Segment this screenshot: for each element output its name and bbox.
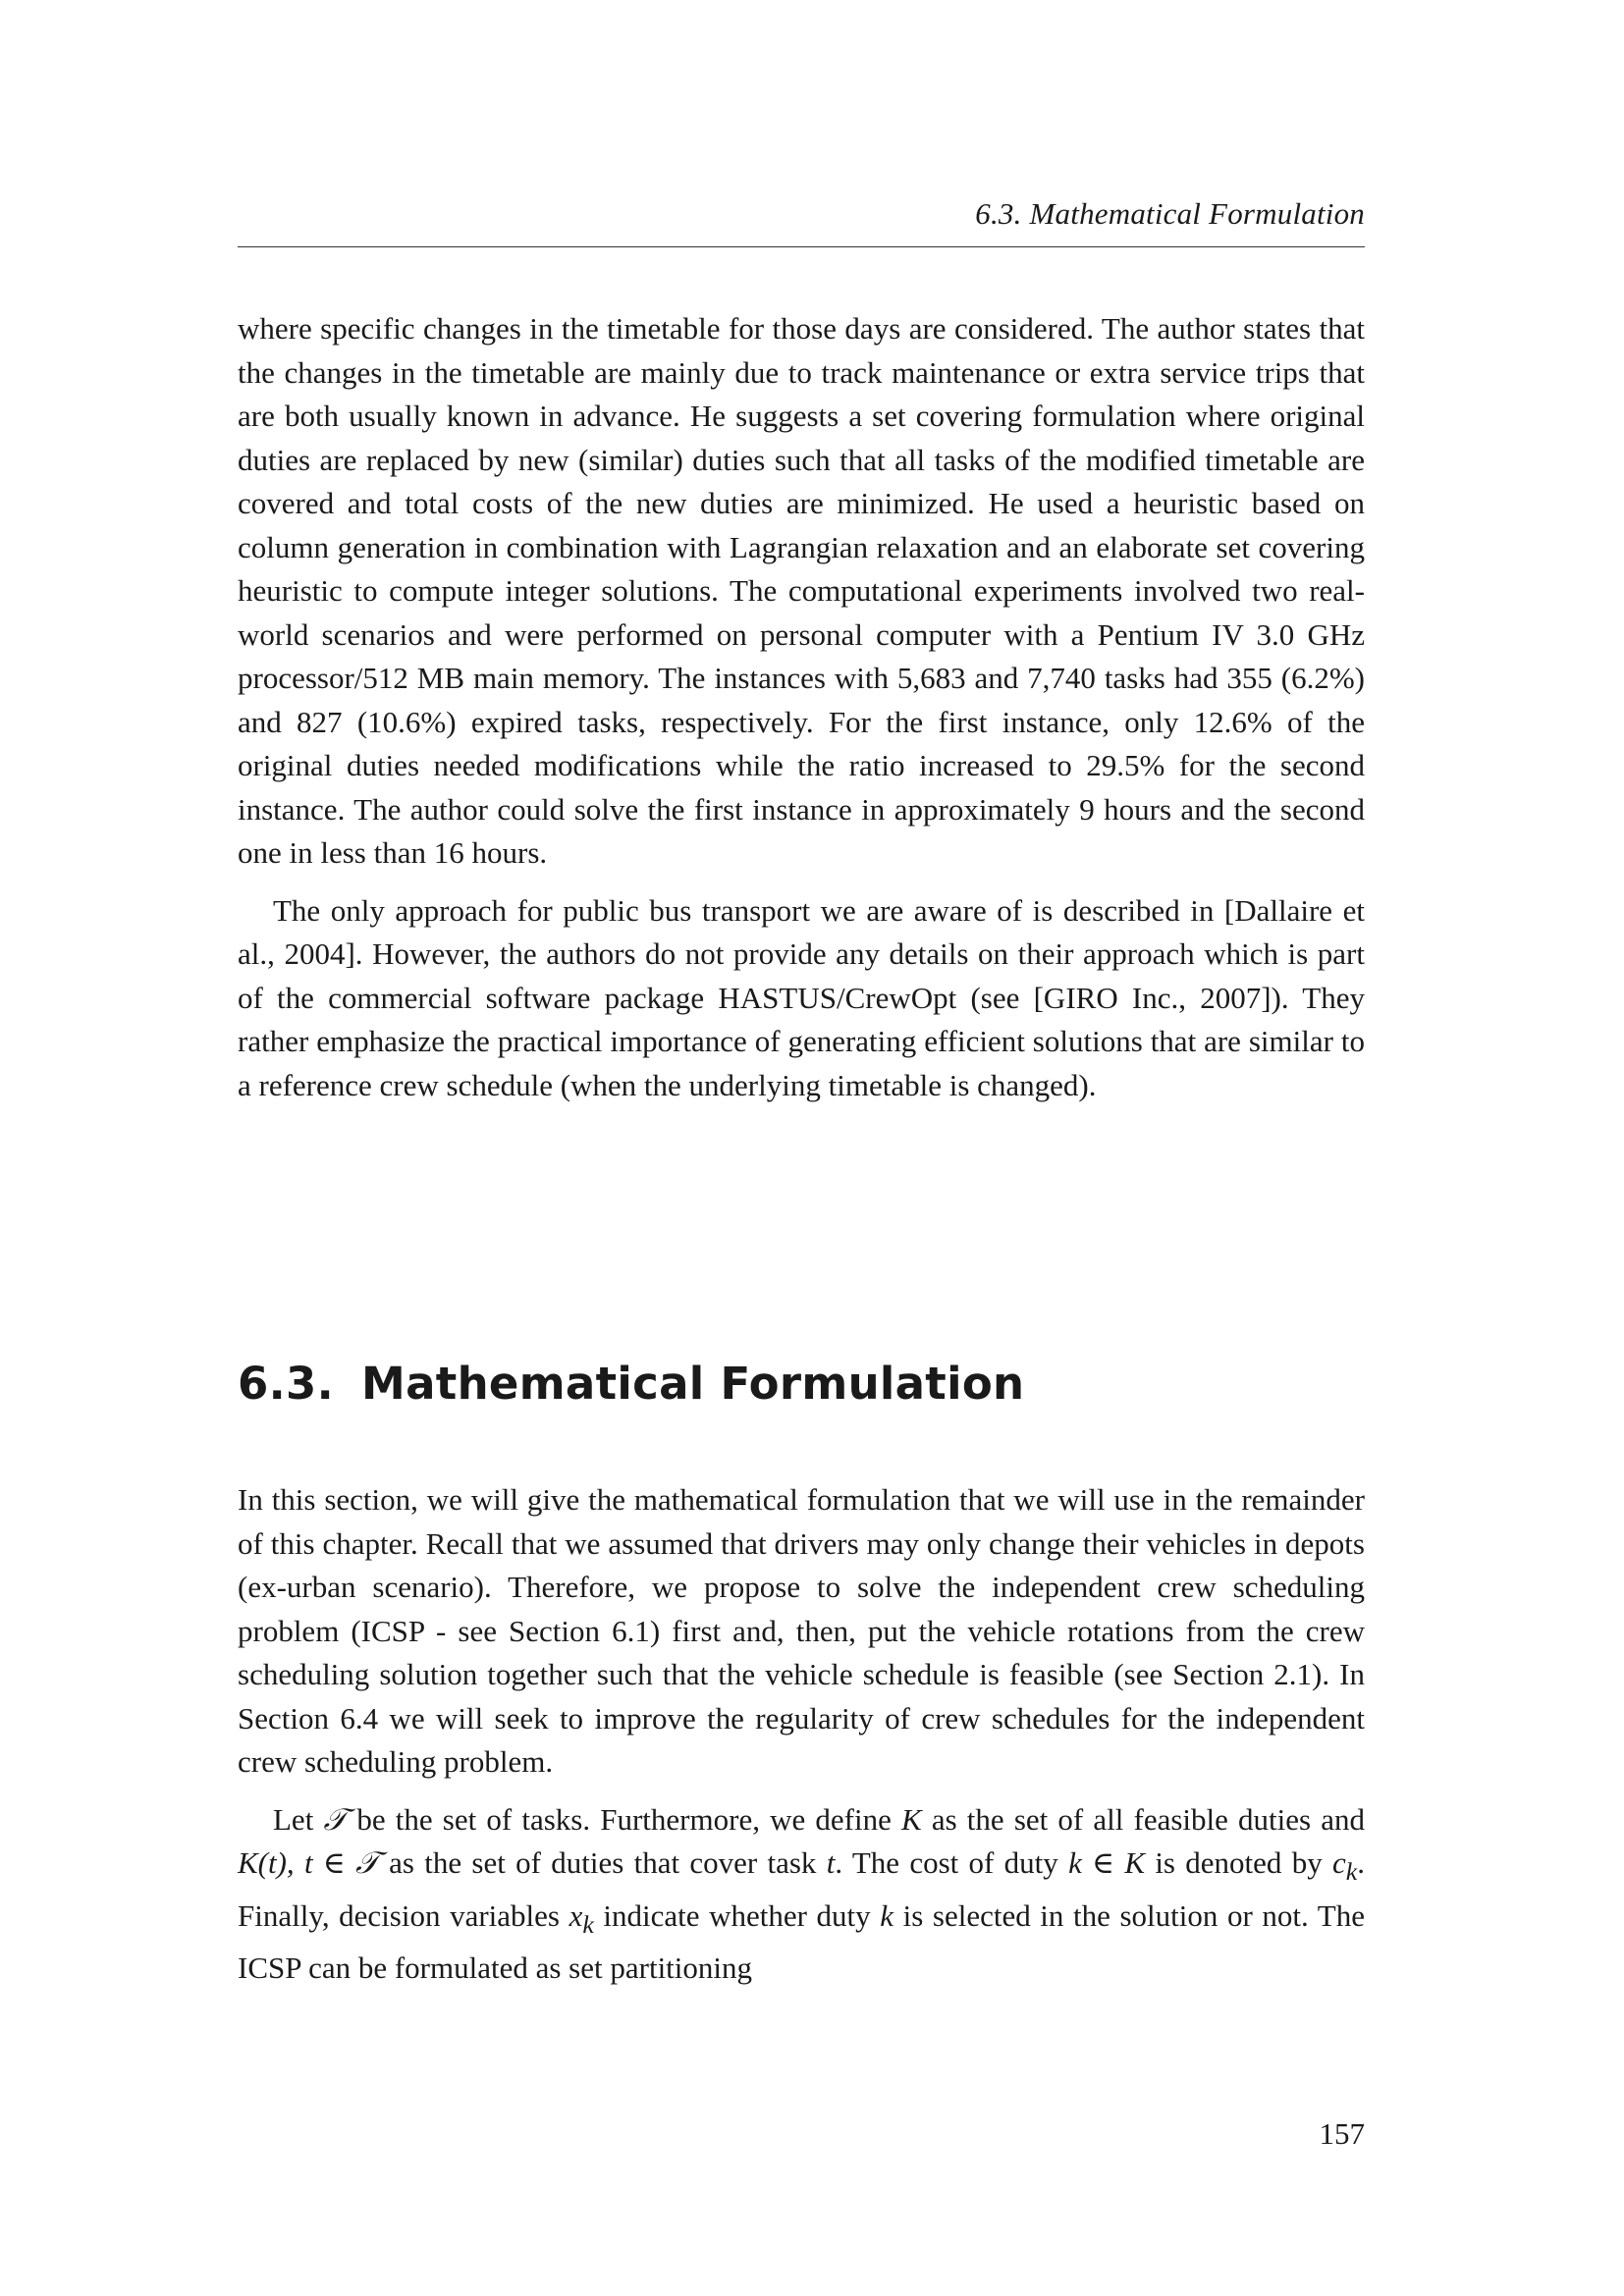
- paragraph-bus-transport: The only approach for public bus transport we are aware of is described in [Dallaire et al., 2004]. However, the authors do not provide any details on their approach which is part of the commercial software package HASTUS/CrewOpt (see [GIRO Inc., 2007]). They rather emphasize the practical importance of generating efficient solutions that are similar to a reference crew schedule (when the underlying timetable is changed).: [238, 892, 1365, 1102]
- section-title: Mathematical Formulation: [361, 1358, 1025, 1410]
- math-duty-k: k: [880, 1897, 894, 1933]
- math-duty-set: K: [901, 1801, 922, 1837]
- text-run: . Finally, decision variables: [238, 1845, 1365, 1933]
- math-variable-symbol: x: [568, 1897, 583, 1933]
- text-run: Let: [273, 1801, 324, 1837]
- math-cost-symbol: c: [1332, 1845, 1346, 1880]
- text-run: be the set of tasks. Furthermore, we define: [347, 1801, 901, 1837]
- running-header: 6.3. Mathematical Formulation: [975, 196, 1365, 231]
- section-heading: [238, 1355, 1365, 1414]
- header-rule: [238, 246, 1365, 247]
- math-decision-variable: [568, 1897, 594, 1939]
- text-run: is selected in the solution or not. The ICSP can be formulated as set partitioning: [238, 1897, 1365, 1986]
- text-run: as the set of all feasible duties and: [921, 1801, 1366, 1837]
- math-task-set: 𝒯: [323, 1801, 348, 1837]
- section-number: 6.3.: [238, 1358, 335, 1410]
- math-variable-subscript: k: [582, 1909, 594, 1939]
- math-duties-covering-task: K(t), t ∈ 𝒯: [238, 1845, 379, 1880]
- text-run: indicate whether duty: [593, 1897, 881, 1933]
- text-run: is denoted by: [1145, 1845, 1332, 1880]
- paragraph-definitions: [238, 1798, 1365, 1991]
- math-task-t: t: [826, 1845, 836, 1880]
- math-cost-subscript: k: [1345, 1857, 1358, 1887]
- text-run: as the set of duties that cover task: [378, 1845, 827, 1880]
- page-number: 157: [1319, 2116, 1365, 2151]
- text-run: . The cost of duty: [835, 1845, 1069, 1880]
- body-text-top: [238, 307, 1365, 1107]
- math-duty-in-set: k ∈ K: [1068, 1845, 1146, 1880]
- paragraph-continuation: where specific changes in the timetable for those days are considered. The author states that the changes in the timetable are mainly due to track maintenance or extra service trips that are both usually known in advance. He suggests a set covering formulation where original duties are replaced by new (similar) duties such that all tasks of the modified timetable are covered and total costs of the new duties are minimized. He used a heuristic based on column generation in combination with Lagrangian relaxation and an elaborate set covering heuristic to compute integer solutions. The computational experiments involved two real-world scenarios and were performed on personal computer with a Pentium IV 3.0 GHz processor/512 MB main memory. The instances with 5,683 and 7,740 tasks had 355 (6.2%) and 827 (10.6%) expired tasks, respectively. For the first instance, only 12.6% of the original duties needed modifications while the ratio increased to 29.5% for the second instance. The author could solve the first instance in approximately 9 hours and the second one in less than 16 hours.: [238, 311, 1365, 870]
- paragraph-section-intro: In this section, we will give the mathematical formulation that we will use in the remainder of this chapter. Recall that we assumed that drivers may only change their vehicles in depots (ex-urban scenario). Therefore, we propose to solve the independent crew scheduling problem (ICSP - see Section 6.1) first and, then, put the vehicle rotations from the crew scheduling solution together such that the vehicle schedule is feasible (see Section 2.1). In Section 6.4 we will seek to improve the regularity of crew schedules for the independent crew scheduling problem.: [238, 1482, 1365, 1779]
- math-cost: [1332, 1845, 1358, 1887]
- body-text-section: [238, 1478, 1365, 1991]
